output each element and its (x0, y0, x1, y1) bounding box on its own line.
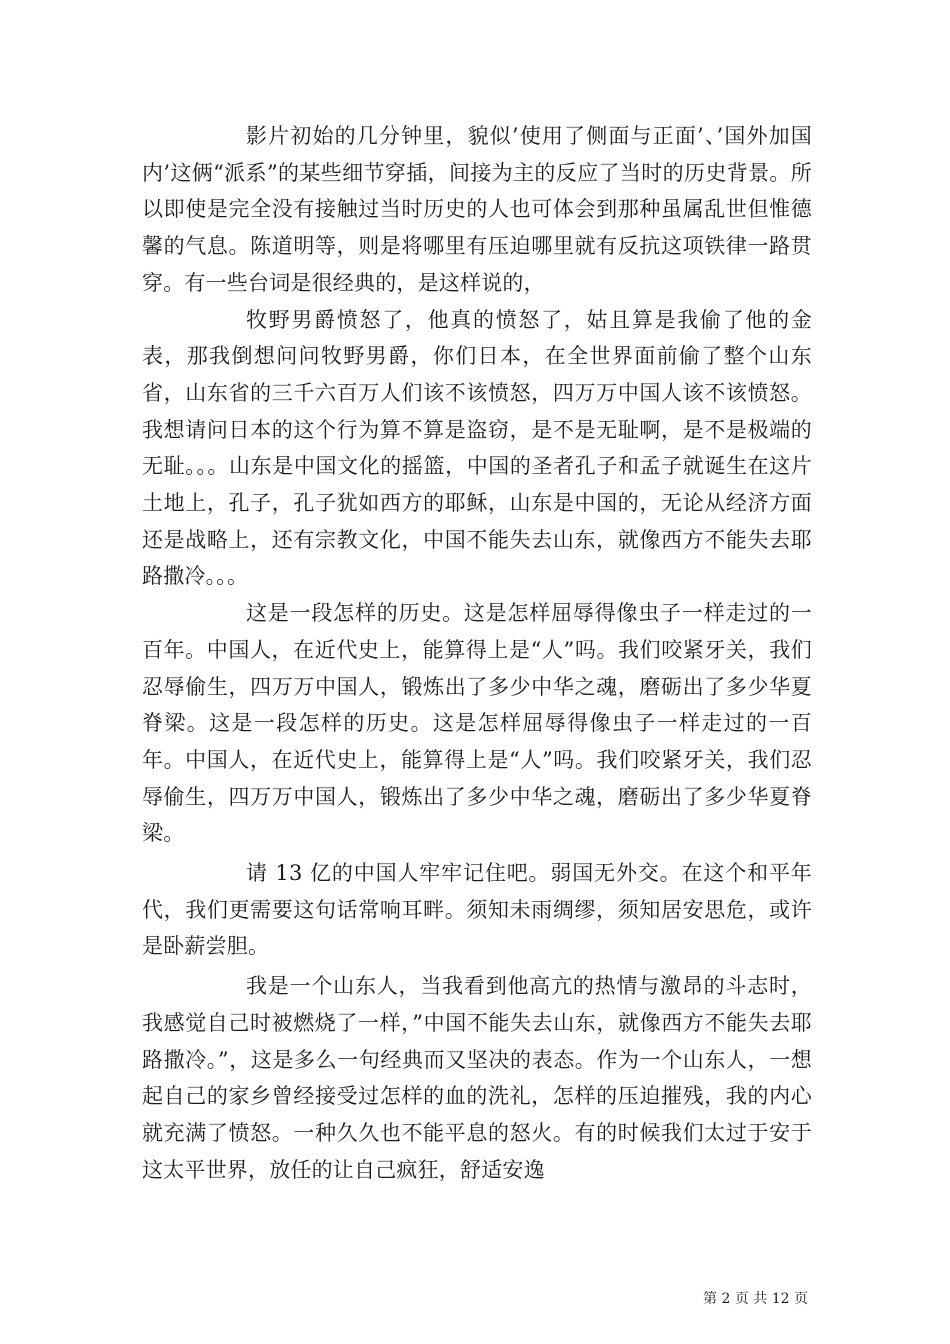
paragraph-1: 影片初始的几分钟里，貌似’使用了侧面与正面’、’国外加国内’这俩“派系”的某些细节穿插，间接为主的反应了当时的历史背景。所以即使是完全没有接触过当时历史的人也可体会到那种虽属乱世但惟德馨的气息。陈道明等，则是将哪里有压迫哪里就有反抗这项铁律一路贯穿。有一些台词是很经典的，是这样说的， (142, 124, 812, 295)
page-number-footer: 第 2 页 共 12 页 (703, 1291, 808, 1307)
paragraph-4: 请 13 亿的中国人牢牢记住吧。弱国无外交。在这个和平年代，我们更需要这句话常响耳畔。须知未雨绸缪，须知居安思危，或许是卧薪尝胆。 (142, 861, 812, 959)
body-text (142, 118, 812, 1188)
paragraph-5: 我是一个山东人，当我看到他高亢的热情与激昂的斗志时，我感觉自己时被燃烧了一样，”中国不能失去山东，就像西方不能失去耶路撒冷。”，这是多么一句经典而又坚决的表态。作为一个山东人，一想起自己的家乡曾经接受过怎样的血的洗礼，怎样的压迫摧残，我的内心就充满了愤怒。一种久久也不能平息的怒火。有的时候我们太过于安于这太平世界，放任的让自己疯狂，舒适安逸 (142, 974, 812, 1182)
paragraph-3: 这是一段怎样的历史。这是怎样屈辱得像虫子一样走过的一百年。中国人，在近代史上，能算得上是“人”吗。我们咬紧牙关，我们忍辱偷生，四万万中国人，锻炼出了多少中华之魂，磨砺出了多少华夏脊梁。这是一段怎样的历史。这是怎样屈辱得像虫子一样走过的一百年。中国人，在近代史上，能算得上是“人”吗。我们咬紧牙关，我们忍辱偷生，四万万中国人，锻炼出了多少中华之魂，磨砺出了多少华夏脊梁。 (142, 601, 812, 846)
paragraph-2: 牧野男爵愤怒了，他真的愤怒了，姑且算是我偷了他的金表，那我倒想问问牧野男爵，你们日本，在全世界面前偷了整个山东省，山东省的三千六百万人们该不该愤怒，四万万中国人该不该愤怒。我想请问日本的这个行为算不算是盗窃，是不是无耻啊，是不是极端的无耻。。。山东是中国文化的摇篮，中国的圣者孔子和孟子就诞生在这片土地上，孔子，孔子犹如西方的耶稣，山东是中国的，无论从经济方面还是战略上，还有宗教文化，中国不能失去山东，就像西方不能失去耶路撒冷。。。 (142, 307, 812, 589)
